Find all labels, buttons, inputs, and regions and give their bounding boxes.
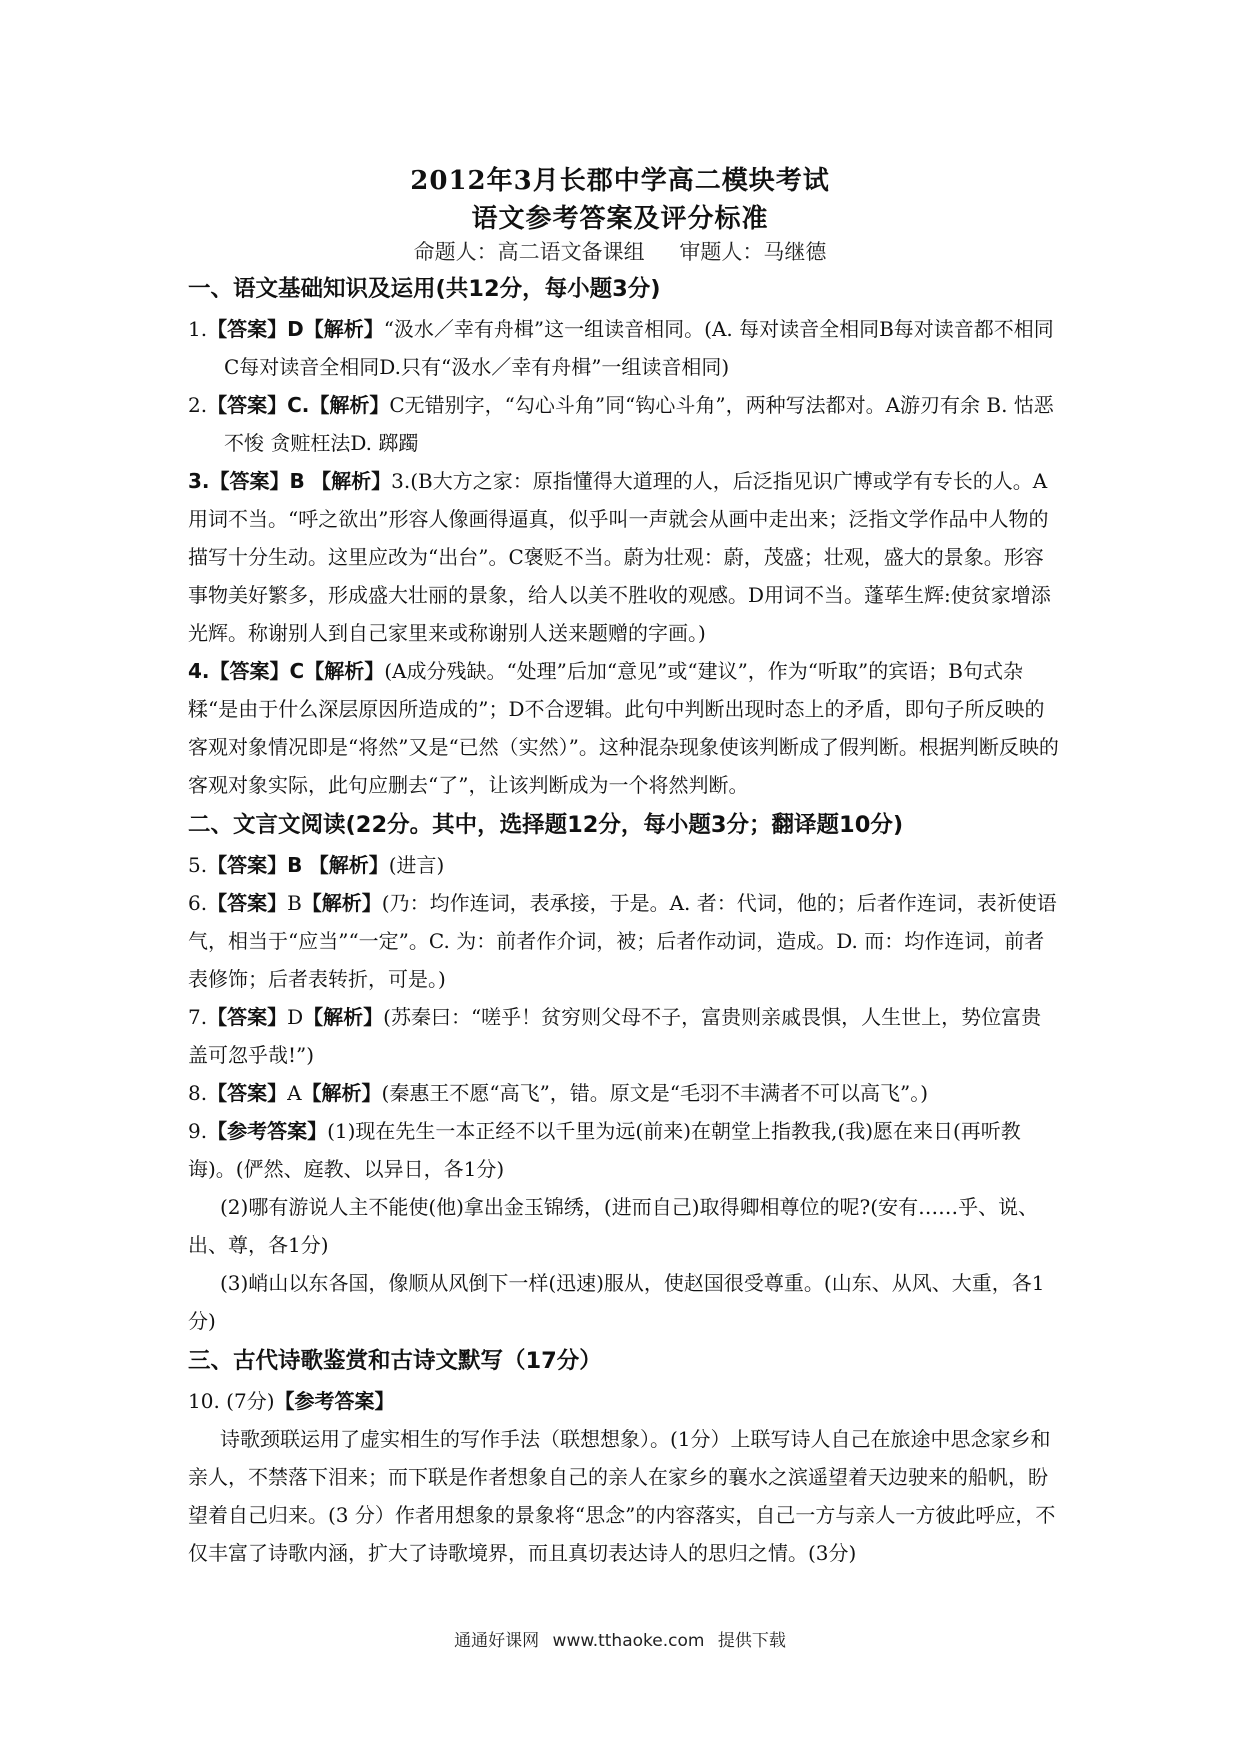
answer-choice: B — [287, 891, 302, 915]
reference-answer-label: 【参考答案】 — [207, 1119, 328, 1143]
analysis-label: 【解析】 — [304, 659, 385, 683]
item-number: 5. — [188, 853, 208, 877]
analysis-label: 【解析】 — [301, 891, 382, 915]
answer-label: 【答案】 — [209, 659, 290, 683]
translation-1: (1)现在先生一本正经不以千里为远(前来)在朝堂上指教我,(我)愿在来日(再听教诲)。(俨然、庭教、以异日，各1分) — [188, 1119, 1021, 1181]
item-number: 3. — [188, 469, 210, 493]
answer-item-9 — [188, 1112, 1060, 1188]
answer-label: 【答案】 — [207, 1005, 288, 1029]
analysis-label: 【解析】 — [303, 1005, 384, 1029]
analysis-label: 【解析】 — [309, 393, 390, 417]
item-number: 1. — [188, 317, 208, 341]
reviewer-credit: 审题人：马继德 — [679, 240, 827, 264]
answer-label: 【答案】 — [207, 853, 288, 877]
item-number: 4. — [188, 659, 210, 683]
analysis-text: 3.(B大方之家：原指懂得大道理的人，后泛指见识广博或学有专长的人。A 用词不当。“呼之欲出”形容人像画得逼真，似乎叫一声就会从画中走出来；泛指文学作品中人物的描写十分生动。这里应改为“出台”。C褒贬不当。蔚为壮观：蔚，茂盛；壮观，盛大的景象。形容事物美好繁多，形成盛大壮丽的景象，给人以美不胜收的观感。D用词不当。蓬荜生辉:使贫家增添光辉。称谢别人到自己家里来或称谢别人送来题赠的字画。) — [188, 469, 1051, 645]
analysis-text: (乃：均作连词，表承接，于是。A. 者：代词，他的；后者作连词，表祈使语气，相当于“应当”“一定”。C. 为：前者作介词，被；后者作动词，造成。D. 而：均作连词，前者表修饰；后者表转折，可是。) — [188, 891, 1057, 991]
answer-choice: B — [289, 469, 305, 493]
item-score: (7分) — [226, 1389, 275, 1413]
section-heading-3: 三、古代诗歌鉴赏和古诗文默写（17分） — [188, 1348, 602, 1374]
answer-item-3 — [188, 462, 1060, 652]
answer-item-8 — [188, 1074, 1060, 1112]
item-number: 10. — [188, 1389, 220, 1413]
analysis-text: “汲水／幸有舟楫”这一组读音相同。(A. 每对读音全相同B每对读音都不相同C每对读音全相同D.只有“汲水／幸有舟楫”一组读音相同) — [224, 317, 1054, 379]
author-credit: 命题人：高二语文备课组 — [413, 240, 645, 264]
analysis-text: (进言) — [388, 853, 445, 877]
footer-url[interactable]: www.tthaoke.com — [552, 1631, 705, 1651]
analysis-text: (秦惠王不愿“高飞”，错。原文是“毛羽不丰满者不可以高飞”。) — [381, 1081, 929, 1105]
answer-label: 【答案】 — [207, 317, 288, 341]
byline — [0, 236, 1240, 266]
page-footer — [0, 1626, 1240, 1651]
analysis-label: 【解析】 — [303, 317, 384, 341]
answer-label: 【答案】 — [207, 891, 288, 915]
analysis-text: (苏秦曰：“嗟乎！贫穷则父母不子，富贵则亲戚畏惧，人生世上，势位富贵盖可忽乎哉!”) — [188, 1005, 1042, 1067]
analysis-text: (A成分残缺。“处理”后加“意见”或“建议”，作为“听取”的宾语；B句式杂糅“是由于什么深层原因所造成的”；D不合逻辑。此句中判断出现时态上的矛盾，即句子所反映的客观对象情况即是“将然”又是“已然（实然）”。这种混杂现象使该判断成了假判断。根据判断反映的客观对象实际，此句应删去“了”，让该判断成为一个将然判断。 — [188, 659, 1059, 797]
answer-choice: C. — [287, 393, 310, 417]
answer-item-1 — [188, 310, 1060, 386]
footer-tail: 提供下载 — [717, 1631, 786, 1651]
analysis-label: 【解析】 — [311, 469, 392, 493]
analysis-text: C无错别字，“勾心斗角”同“钩心斗角”，两种写法都对。A游刃有余 B. 怙恶不悛 贪赃枉法D. 踯躅 — [224, 393, 1054, 455]
answer-label: 【答案】 — [207, 393, 288, 417]
page-title: 2012年3月长郡中学高二模块考试 — [410, 166, 830, 196]
answer-label: 【答案】 — [207, 1081, 288, 1105]
answer-label: 【答案】 — [209, 469, 290, 493]
answer-body — [188, 268, 1060, 1572]
reference-answer-label: 【参考答案】 — [274, 1389, 395, 1413]
poem-analysis: 诗歌颈联运用了虚实相生的写作手法（联想想象）。(1分）上联写诗人自己在旅途中思念家乡和亲人，不禁落下泪来；而下联是作者想象自己的亲人在家乡的襄水之滨遥望着天边驶来的船帆，盼望着自己归来。(3 分）作者用想象的景象将“思念”的内容落实，自己一方与亲人一方彼此呼应，不仅丰富了诗歌内涵，扩大了诗歌境界，而且真切表达诗人的思归之情。(3分) — [188, 1427, 1056, 1565]
item-number: 7. — [188, 1005, 208, 1029]
item-number: 8. — [188, 1081, 208, 1105]
answer-choice: A — [287, 1081, 302, 1105]
translation-3: (3)峭山以东各国，像顺从风倒下一样(迅速)服从，使赵国很受尊重。(山东、从风、大重，各1分) — [188, 1271, 1045, 1333]
item-number: 9. — [188, 1119, 208, 1143]
section-heading-2: 二、文言文阅读(22分。其中，选择题12分，每小题3分；翻译题10分) — [188, 812, 904, 838]
answer-item-6 — [188, 884, 1060, 998]
answer-item-2 — [188, 386, 1060, 462]
answer-choice: D — [287, 1005, 304, 1029]
answer-choice: C — [289, 659, 305, 683]
answer-item-10 — [188, 1382, 1060, 1420]
translation-2: (2)哪有游说人主不能使(他)拿出金玉锦绣，(进而自己)取得卿相尊位的呢?(安有……乎、说、出、尊，各1分) — [188, 1195, 1039, 1257]
item-number: 2. — [188, 393, 208, 417]
page-subtitle: 语文参考答案及评分标准 — [471, 204, 769, 234]
answer-choice: B — [287, 853, 303, 877]
answer-item-5 — [188, 846, 1060, 884]
analysis-label: 【解析】 — [308, 853, 389, 877]
item-number: 6. — [188, 891, 208, 915]
answer-item-4 — [188, 652, 1060, 804]
analysis-label: 【解析】 — [301, 1081, 382, 1105]
answer-choice: D — [287, 317, 304, 341]
section-heading-1: 一、语文基础知识及运用(共12分，每小题3分) — [188, 276, 661, 302]
footer-site: 通通好课网 — [454, 1631, 540, 1651]
answer-item-7 — [188, 998, 1060, 1074]
